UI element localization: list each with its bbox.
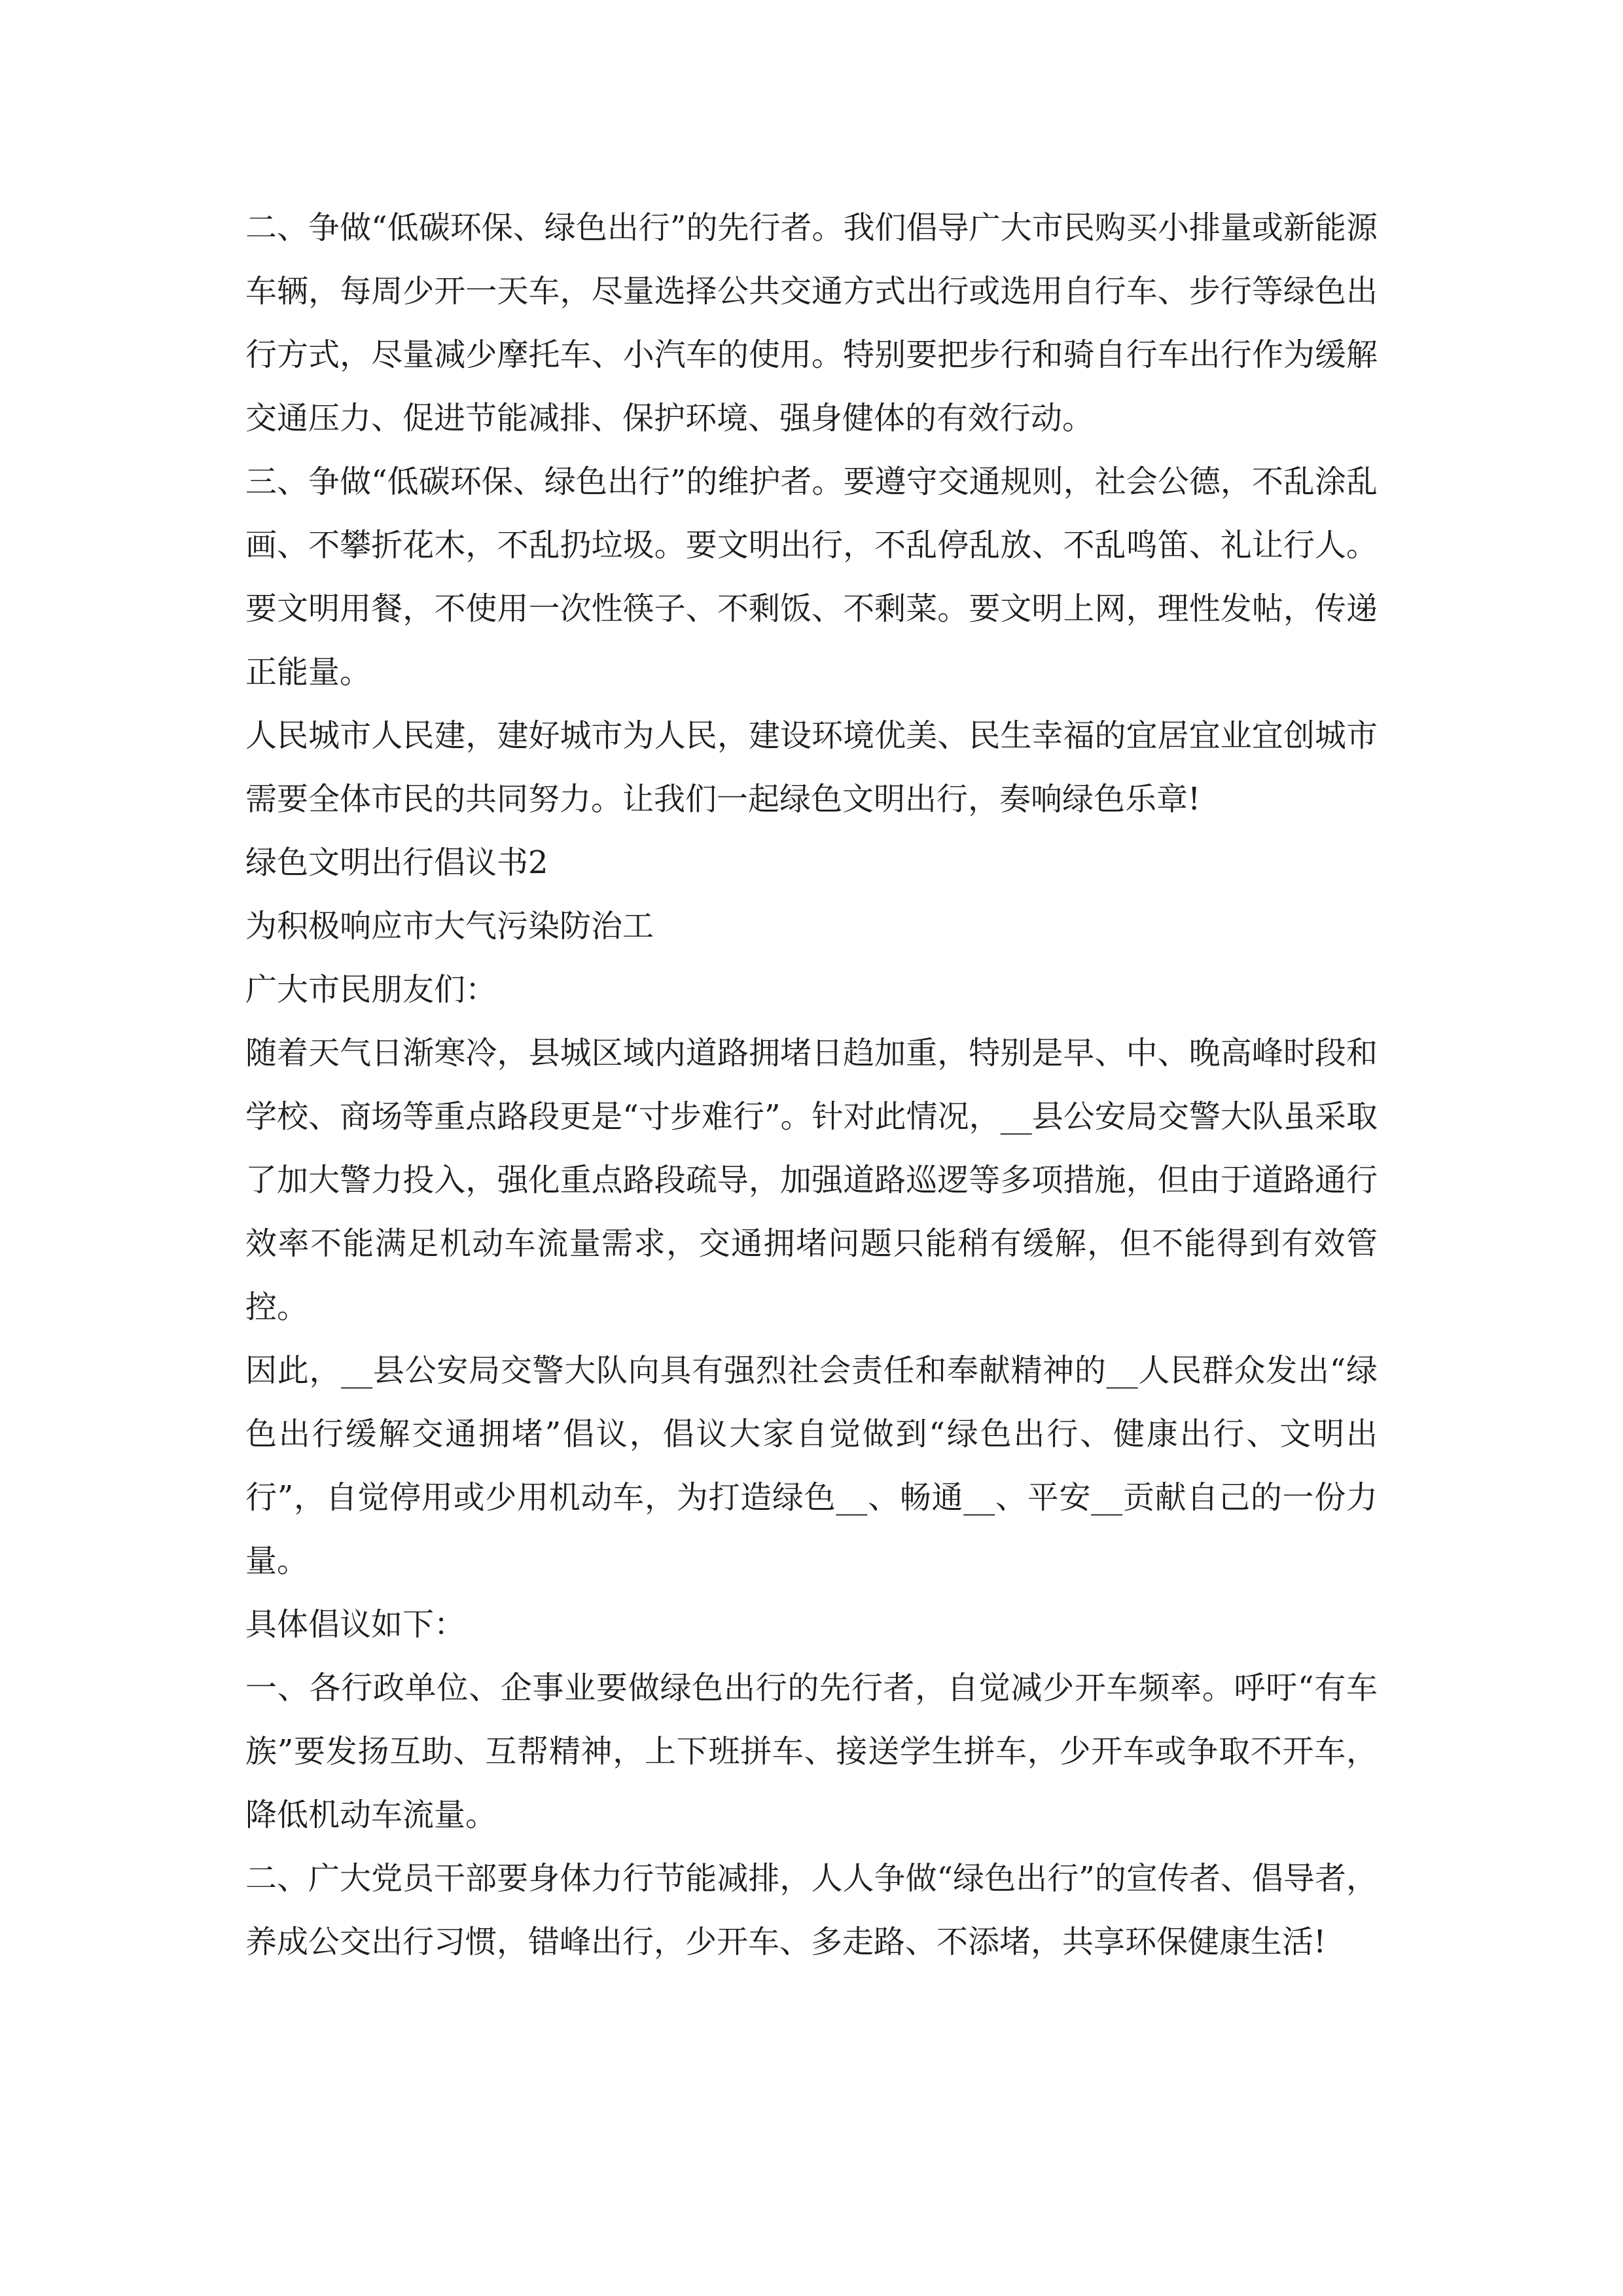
paragraph-city-closing: 人民城市人民建，建好城市为人民，建设环境优美、民生幸福的宜居宜业宜创城市需要全体市民的共同努力。让我们一起绿色文明出行，奏响绿色乐章!	[245, 717, 1378, 817]
salutation: 广大市民朋友们：	[245, 971, 497, 1008]
paragraph-traffic-situation: 随着天气日渐寒冷，县城区域内道路拥堵日趋加重，特别是早、中、晚高峰时段和学校、商场等重点路段更是“寸步难行”。针对此情况，__县公安局交警大队虽采取了加大警力投入，强化重点路段疏导，加强道路巡逻等多项措施，但由于道路通行效率不能满足机动车流量需求，交通拥堵问题只能稍有缓解，但不能得到有效管控。	[245, 1035, 1378, 1325]
paragraph-proposal-one: 一、各行政单位、企事业要做绿色出行的先行者，自觉减少开车频率。呼吁“有车族”要发扬互助、互帮精神，上下班拼车、接送学生拼车，少开车或争取不开车，降低机动车流量。	[245, 1670, 1378, 1833]
paragraph-proposal-two: 二、广大党员干部要身体力行节能减排，人人争做“绿色出行”的宣传者、倡导者，养成公交出行习惯，错峰出行，少开车、多走路、不添堵，共享环保健康生活!	[245, 1860, 1378, 1960]
paragraph-initiative: 因此，__县公安局交警大队向具有强烈社会责任和奉献精神的__人民群众发出“绿色出行缓解交通拥堵”倡议，倡议大家自觉做到“绿色出行、健康出行、文明出行”，自觉停用或少用机动车，为打造绿色__、畅通__、平安__贡献自己的一份力量。	[245, 1352, 1378, 1579]
paragraph-intro-fragment: 为积极响应市大气污染防治工	[245, 908, 654, 944]
paragraph-pioneer-low-carbon: 二、争做“低碳环保、绿色出行”的先行者。我们倡导广大市民购买小排量或新能源车辆，每周少开一天车，尽量选择公共交通方式出行或选用自行车、步行等绿色出行方式，尽量减少摩托车、小汽车的使用。特别要把步行和骑自行车出行作为缓解交通压力、促进节能减排、保护环境、强身健体的有效行动。	[245, 209, 1378, 437]
paragraph-proposals-heading: 具体倡议如下：	[245, 1606, 466, 1643]
section-title: 绿色文明出行倡议书2	[245, 844, 548, 881]
paragraph-maintainer-low-carbon: 三、争做“低碳环保、绿色出行”的维护者。要遵守交通规则，社会公德，不乱涂乱画、不攀折花木，不乱扔垃圾。要文明出行，不乱停乱放、不乱鸣笛、礼让行人。要文明用餐，不使用一次性筷子、不剩饭、不剩菜。要文明上网，理性发帖，传递正能量。	[245, 463, 1378, 691]
document-body	[245, 196, 1378, 1974]
